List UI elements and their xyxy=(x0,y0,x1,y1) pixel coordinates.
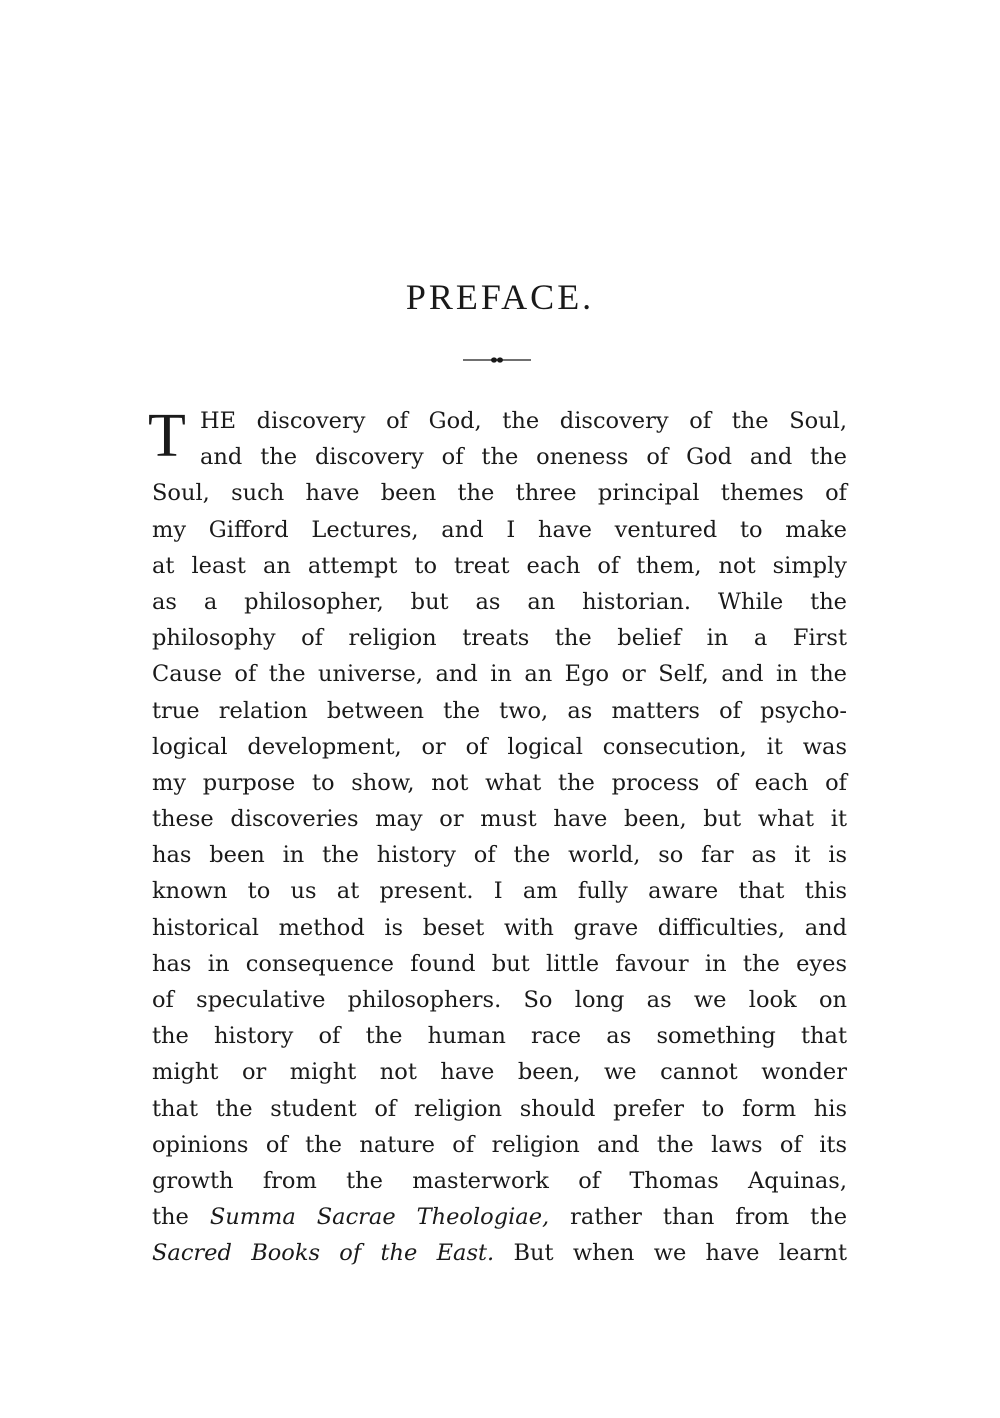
text-line: philosophy of religion treats the belief in a First xyxy=(152,625,847,652)
text-line: at least an attempt to treat each of them, not simply xyxy=(152,552,847,579)
text-line: has been in the history of the world, so far as it is xyxy=(152,842,847,869)
text-line: and the discovery of the oneness of God and the xyxy=(200,444,847,471)
text-line: of speculative philosophers. So long as we look on xyxy=(152,987,847,1013)
text-line: HE discovery of God, the discovery of the Soul, xyxy=(200,408,847,434)
text-line-24 xyxy=(152,1235,847,1271)
text-line: historical method is beset with grave difficulties, and xyxy=(152,914,847,941)
text-segment: But when we have learnt xyxy=(513,1240,847,1267)
text-line: Soul, such have been the three principal themes of xyxy=(152,480,847,507)
text-line: opinions of the nature of religion and the laws of its xyxy=(152,1131,847,1158)
dash-dot-ornament-icon xyxy=(463,355,531,365)
preface-paragraph xyxy=(148,402,848,1272)
text-line: as a philosopher, but as an historian. While the xyxy=(152,588,847,615)
text-line-23 xyxy=(152,1199,847,1235)
page-title: PREFACE. xyxy=(405,277,595,317)
text-line: Cause of the universe, and in an Ego or Self, and in the xyxy=(152,661,847,688)
text-line: growth from the masterwork of Thomas Aquinas, xyxy=(152,1167,847,1194)
text-segment: rather than from the xyxy=(570,1204,848,1231)
text-segment: the xyxy=(152,1204,189,1231)
italic-title: Sacred Books of the East. xyxy=(152,1240,495,1267)
text-line: these discoveries may or must have been, but what it xyxy=(152,806,847,833)
italic-title: Summa Sacrae Theologiae, xyxy=(209,1204,550,1231)
text-line: true relation between the two, as matters of psycho- xyxy=(152,697,847,724)
text-line: might or might not have been, we cannot wonder xyxy=(152,1059,847,1086)
text-line: that the student of religion should prefer to form his xyxy=(152,1095,847,1122)
text-line: logical development, or of logical consecution, it was xyxy=(152,733,847,760)
text-line: the history of the human race as something that xyxy=(152,1023,847,1050)
text-line: my purpose to show, not what the process of each of xyxy=(152,769,847,796)
text-line: my Gifford Lectures, and I have ventured to make xyxy=(152,516,847,543)
text-line: known to us at present. I am fully aware that this xyxy=(152,878,847,905)
drop-cap: T xyxy=(148,402,186,470)
text-line: has in consequence found but little favour in the eyes xyxy=(152,950,847,977)
